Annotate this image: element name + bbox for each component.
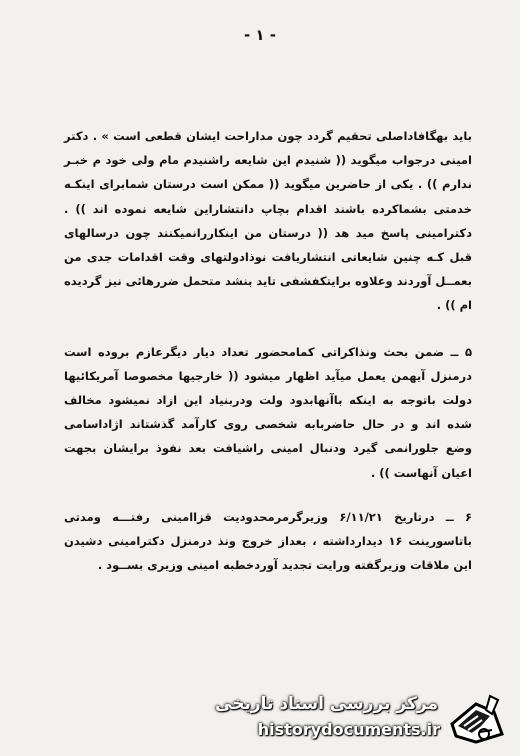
document-body [64,124,472,577]
archive-watermark [215,690,510,746]
document-scroll-logo-icon [446,690,510,746]
page-number: - ۱ - [243,26,277,44]
paragraph: ۶ ــ درتاریخ ۶/۱۱/۲۱ وزیرگرمرمحدودیت قزاامینی رفتـــه ومدتی باتاسورینت ۱۶ دیدارداشته ، بعداز خروج ونذ درمنزل دکترامینی دشیدن این ملاقات وزیرگفته ورایت تجدید آوردخطبه امینی وزیری بســود . [64,509,472,573]
paragraph: ۵ ــ ضمن بحث ونذاکراتی کمامحضور تعداد دیار دیگرعازم بروده است درمنزل آیهمن یعمل میآید اظهار میشود (( خارجیها مخصوصا آمریکائیها دولت باتوجه به اینکه باآنهابدود ولت ودربنیاد این ازاد نمیشود مخالف شده اند و در حال حاضربابه شخصی روی کارآمد گذشتاند اژاداسامی وضع جلورانمی گیرد ودنبال امینی راشیافت بعد نفوذ برایشان بجهت اعیان آنهاست )) . [64,344,472,480]
paragraph: باید بهگافاداصلی تحقیم گردد چون مداراحت ایشان قطعی است » . دکتر امینی درجواب میگوید (( شنیدم این شایعه راشنیدم مام ولی خود م خبـر ندارم )) . یکی از حاضرین میگوید (( ممکن است درستان شمابرای اینکـه خدمتی بشماکرده باشند اقدام بچاپ دانتشاراین شایعه نموده اند )) . دکترامینی پاسخ مید هد (( درستان من اینکاررانمیکنند چون درسالهای قبل کـه چنین شایعاتی انتشاریافت نوذادولتهای وقت اقدامات جدی من بعمــل آوردند وعلاوه برایتکفشفی تاید بنشد متحمل ضررهائی نیز گردیده ام )) . [64,129,472,313]
watermark-title: مرکز بررسی اسناد تاریخی [215,694,438,714]
watermark-url: historydocuments.ir [257,720,440,739]
